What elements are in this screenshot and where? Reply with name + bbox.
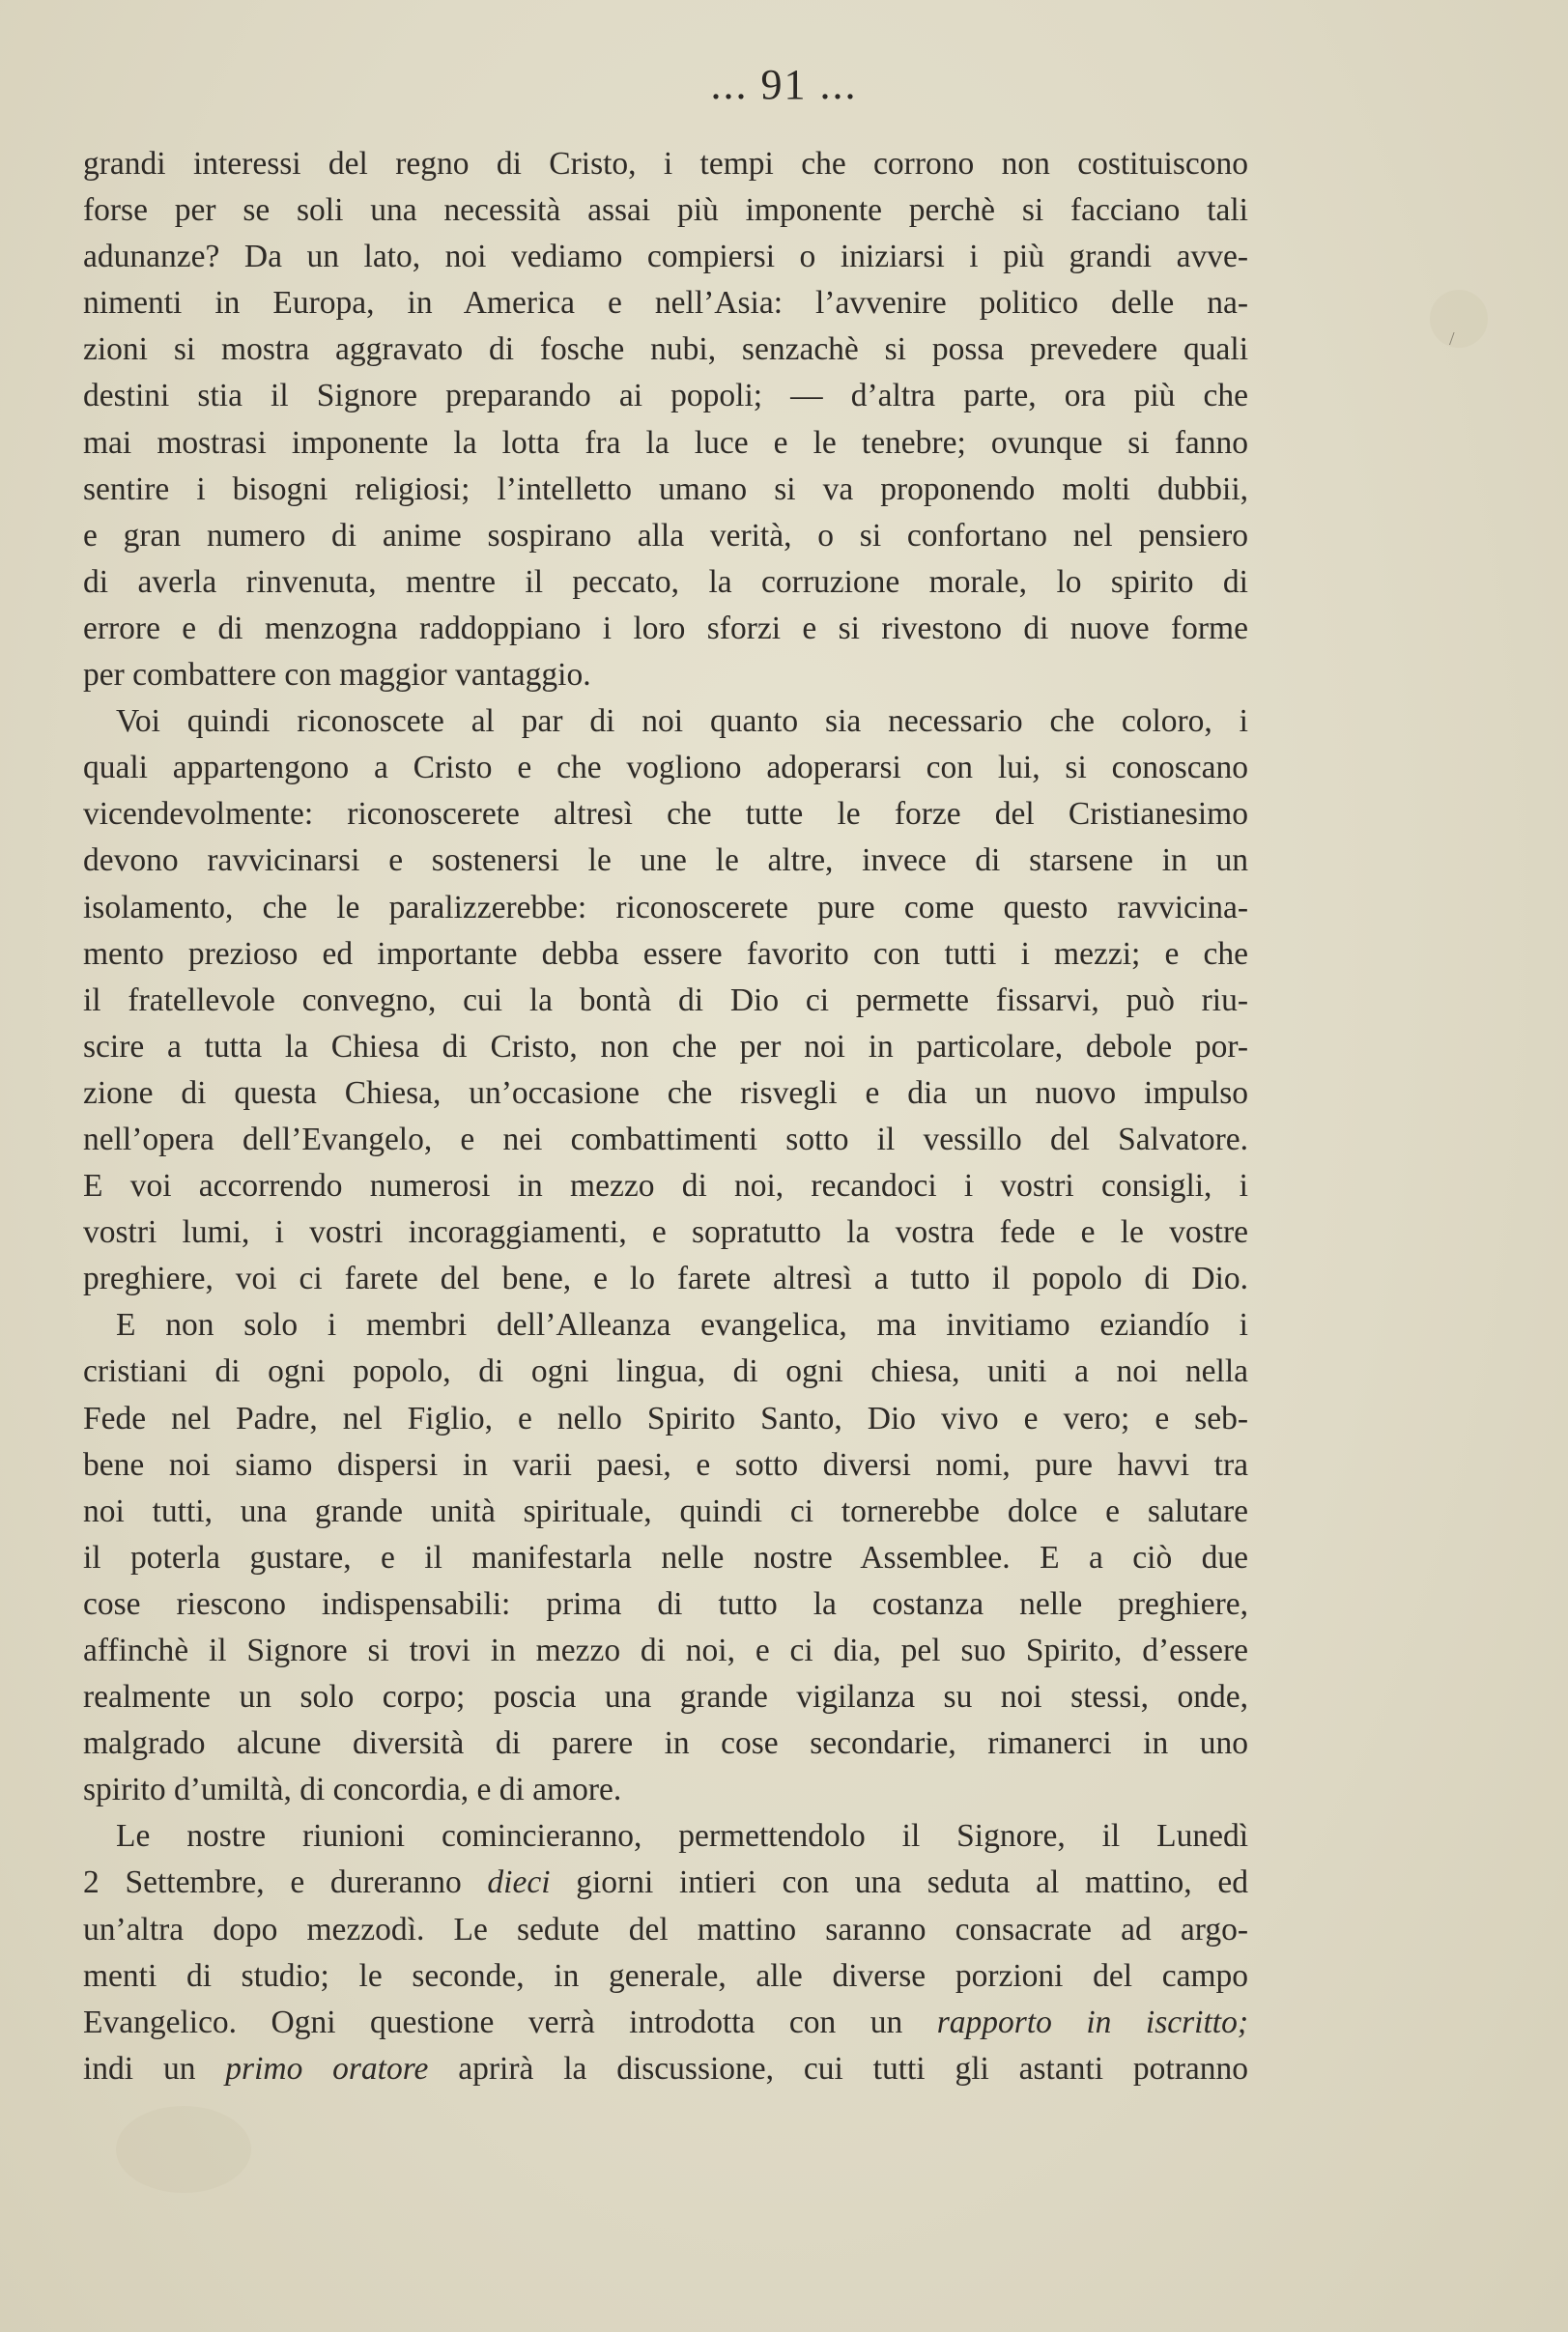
text-line: cose riescono indispensabili: prima di tutto la costanza nelle preghiere, (83, 1585, 1248, 1622)
text-line: quali appartengono a Cristo e che vogliono adoperarsi con lui, si conoscano (83, 750, 1248, 786)
text-line: malgrado alcune diversità di parere in cose secondarie, rimanerci in uno (83, 1725, 1248, 1762)
paper-speck: / (1449, 328, 1455, 350)
text-line: bene noi siamo dispersi in varii paesi, e sotto diversi nomi, pure havvi tra (83, 1446, 1248, 1483)
page-number: ... 91 ... (710, 61, 858, 108)
text-line: devono ravvicinarsi e sostenersi le une le altre, invece di starsene in un (83, 842, 1248, 879)
paper-stain (116, 2106, 251, 2193)
text-line: cristiani di ogni popolo, di ogni lingua, di ogni chiesa, uniti a noi nella (83, 1353, 1248, 1390)
text-line: vicendevolmente: riconoscerete altresì che tutte le forze del Cristianesimo (83, 796, 1248, 833)
text-line: destini stia il Signore preparando ai popoli; — d’altra parte, ora più che (83, 378, 1248, 414)
text-line: affinchè il Signore si trovi in mezzo di noi, e ci dia, pel suo Spirito, d’essere (83, 1633, 1248, 1668)
text-line: Voi quindi riconoscete al par di noi quanto sia necessario che coloro, i (116, 703, 1248, 740)
text-line: scire a tutta la Chiesa di Cristo, non che per noi in particolare, debole por- (83, 1028, 1248, 1065)
text-line: grandi interessi del regno di Cristo, i tempi che corrono non costituiscono (83, 146, 1248, 182)
text-line: 2 Settembre, e dureranno dieci giorni intieri con una seduta al mattino, ed (83, 1864, 1248, 1901)
text-line: adunanze? Da un lato, noi vediamo compiersi o iniziarsi i più grandi avve- (83, 239, 1248, 275)
text-line: realmente un solo corpo; poscia una grande vigilanza su noi stessi, onde, (83, 1679, 1248, 1716)
text-line: sentire i bisogni religiosi; l’intelletto umano si va proponendo molti dubbii, (83, 470, 1248, 507)
text-line: zioni si mostra aggravato di fosche nubi, senzachè si possa prevedere quali (83, 331, 1248, 368)
text-line: il poterla gustare, e il manifestarla nelle nostre Assemblee. E a ciò due (83, 1539, 1248, 1576)
text-line: il fratellevole convegno, cui la bontà di Dio ci permette fissarvi, può riu- (83, 981, 1248, 1018)
text-line: e gran numero di anime sospirano alla verità, o si confortano nel pensiero (83, 517, 1248, 554)
text-line: mento prezioso ed importante debba essere favorito con tutti i mezzi; e che (83, 935, 1248, 972)
text-line: errore e di menzogna raddoppiano i loro sforzi e si rivestono di nuove forme (83, 610, 1248, 646)
text-line: E voi accorrendo numerosi in mezzo di noi, recandoci i vostri consigli, i (83, 1168, 1248, 1205)
text-line: nell’opera dell’Evangelo, e nei combattimenti sotto il vessillo del Salvatore. (83, 1121, 1248, 1157)
text-line: preghiere, voi ci farete del bene, e lo farete altresì a tutto il popolo di Dio. (83, 1261, 1248, 1297)
text-line: indi un primo oratore aprirà la discussione, cui tutti gli astanti potranno (83, 2050, 1249, 2087)
text-line: forse per se soli una necessità assai più imponente perchè si facciano tali (83, 192, 1248, 229)
text-line: Evangelico. Ogni questione verrà introdotta con un rapporto in iscritto; (83, 2004, 1248, 2040)
text-line: nimenti in Europa, in America e nell’Asia: l’avvenire politico delle na- (83, 285, 1248, 322)
text-line: zione di questa Chiesa, un’occasione che risvegli e dia un nuovo impulso (83, 1074, 1248, 1111)
text-line: noi tutti, una grande unità spirituale, quindi ci tornerebbe dolce e salutare (83, 1493, 1248, 1529)
paper-stain (1430, 290, 1488, 348)
text-line: Fede nel Padre, nel Figlio, e nello Spirito Santo, Dio vivo e vero; e seb- (83, 1400, 1248, 1436)
text-line: spirito d’umiltà, di concordia, e di amore. (83, 1772, 622, 1808)
text-line: di averla rinvenuta, mentre il peccato, la corruzione morale, lo spirito di (83, 563, 1248, 600)
text-line: un’altra dopo mezzodì. Le sedute del mattino saranno consacrate ad argo- (83, 1911, 1248, 1948)
text-line: mai mostrasi imponente la lotta fra la luce e le tenebre; ovunque si fanno (83, 424, 1248, 461)
text-line: menti di studio; le seconde, in generale, alle diverse porzioni del campo (83, 1957, 1248, 1994)
text-line: isolamento, che le paralizzerebbe: riconoscerete pure come questo ravvicina- (83, 889, 1248, 925)
text-line: Le nostre riunioni comincieranno, permettendolo il Signore, il Lunedì (116, 1818, 1248, 1855)
body-text (83, 141, 1248, 2092)
text-line: per combattere con maggior vantaggio. (83, 657, 591, 694)
text-line: vostri lumi, i vostri incoraggiamenti, e sopratutto la vostra fede e le vostre (83, 1214, 1248, 1251)
text-line: E non solo i membri dell’Alleanza evangelica, ma invitiamo eziandío i (116, 1307, 1248, 1344)
